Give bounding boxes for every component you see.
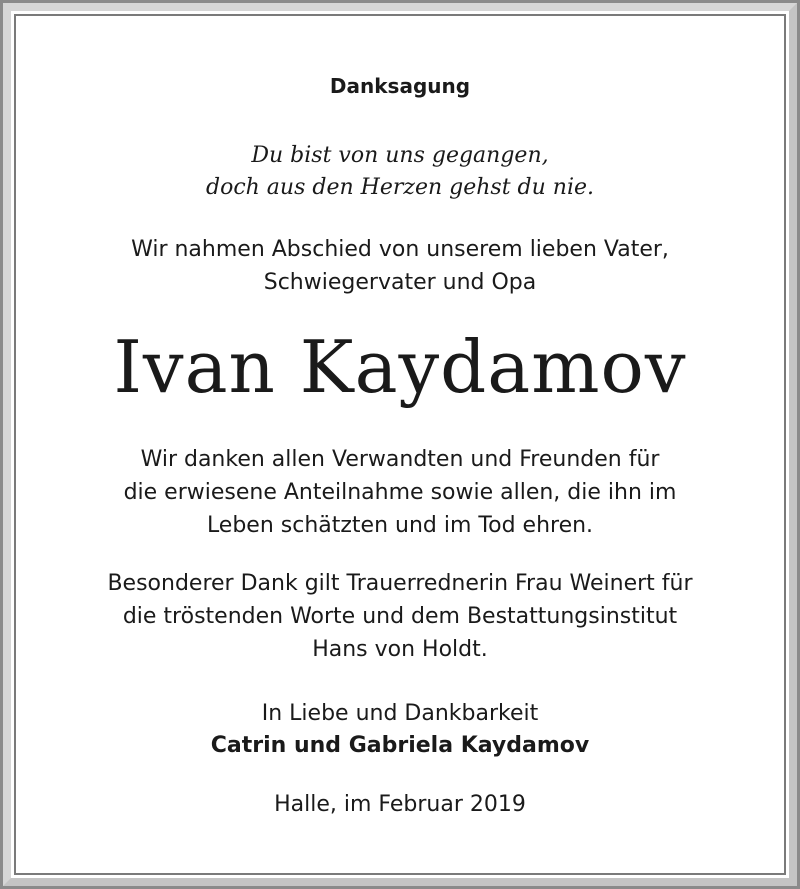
- special-thanks-line-2: die tröstenden Worte und dem Bestattungsinstitut: [122, 604, 678, 629]
- special-thanks-line-3: Hans von Holdt.: [312, 637, 488, 662]
- thanks-line-2: die erwiesene Anteilnahme sowie allen, die ihn im: [123, 480, 677, 505]
- closing-line: In Liebe und Dankbarkeit: [261, 701, 539, 726]
- thanks-line-3: Leben schätzten und im Tod ehren.: [206, 513, 594, 538]
- poem-line-1: Du bist von uns gegangen,: [251, 143, 549, 168]
- intro-line-2: Schwiegervater und Opa: [263, 270, 537, 295]
- thanks-line-1: Wir danken allen Verwandten und Freunden für: [140, 447, 660, 472]
- place-date: Halle, im Februar 2019: [274, 792, 526, 817]
- intro-line-1: Wir nahmen Abschied von unserem lieben Vater,: [131, 237, 669, 262]
- signers: Catrin und Gabriela Kaydamov: [210, 733, 590, 758]
- special-thanks-line-1: Besonderer Dank gilt Trauerrednerin Frau Weinert für: [107, 571, 693, 596]
- notice-heading: Danksagung: [329, 74, 471, 98]
- poem-line-2: doch aus den Herzen gehst du nie.: [206, 175, 594, 200]
- deceased-name: Ivan Kaydamov: [113, 325, 687, 409]
